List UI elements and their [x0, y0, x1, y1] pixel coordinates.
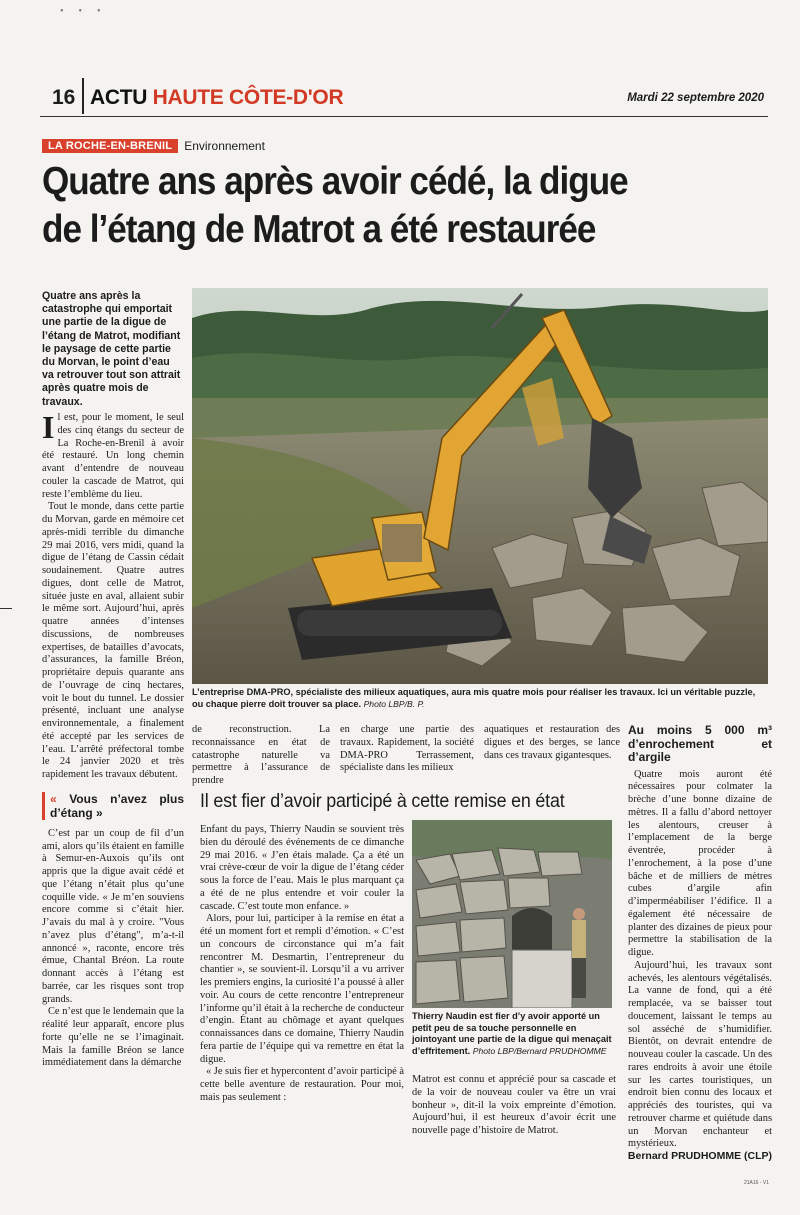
article-lead: Quatre ans après la catastrophe qui emportait une partie de la digue de l’étang de Matrot, modifiant le paysage de cette partie du Morvan, le point d’eau va retrouver tout son attrait après quatre mois de travaux. — [42, 290, 181, 408]
photo-credit: Photo LBP/B. P. — [363, 698, 425, 709]
headline-line-2: de l’étang de Matrot a été restaurée — [42, 208, 596, 251]
sidebar-paragraph-1: Quatre mois auront été nécessaires pour colmater la brèche d’une bonne dizaine de mètres. Il a fallu d’abord nettoyer les alentours, creuser à l’emplacement de la berge éventrée, procéder à l’enrochement, à la pose d’une bâche et de milliers de mètres cubes d’argile afin d’imperméabiliser l’édifice. Il a également été nécessaire de planter des dizaines de pieux pour permettre la stabilisation de la digue. — [628, 768, 772, 958]
sidebar-title: Au moins 5 000 m³ d’enrochement et d’argile — [628, 723, 772, 764]
page-number: 16 — [52, 86, 76, 109]
photo-caption-text: L’entreprise DMA-PRO, spécialiste des milieux aquatiques, aura mis quatre mois pour réaliser les travaux. Ici un véritable puzzle, ou chaque pierre doit trouver sa place. — [192, 687, 756, 709]
sidebar-paragraph-2: Aujourd’hui, les travaux sont achevés, les alentours végétalisés. La vanne de fond, qui a été remplacée, va se baisser tout doucement, laissant le temps au sol asséché de s’humidifier. Bientôt, on devrait entendre de nouveau couler la cascade. Un des rares endroits à avoir une étoile sur les cartes touristiques, un endroit bien connu des locaux et appréciés des touristes, qui va retrouver charme et quiétude dans un Morvan enchanteur et mystérieux. — [628, 959, 772, 1150]
worker-photo — [412, 820, 612, 1008]
page-header — [40, 78, 768, 114]
issue-date: Mardi 22 septembre 2020 — [627, 92, 764, 104]
article-column-2 — [192, 724, 330, 788]
article-kicker — [42, 138, 265, 154]
column-1-paragraph-3: C’est par un coup de fil d’un ami, alors qu’ils étaient en famille à Semur-en-Auxois qu’ils ont appris que la digue avait cédé et que l’étang n’était plus qu’une coquille vide. « Je m’en souviens encore comme si c’était hier. J’avais du mal à y croire. "Vous n’avez plus d’étang", m’a-t-il annoncé », raconte, encore très émue, Chantal Bréon. La route donnant accès à l’étang est barrée, car les risques sont trop grands. — [42, 827, 184, 1005]
worker-photo-illustration — [412, 820, 612, 1008]
sidebar-column — [628, 724, 772, 1151]
decorative-dots: • • • — [60, 6, 101, 17]
section-label: ACTU — [90, 86, 148, 109]
article-column-4 — [484, 724, 620, 762]
box-paragraph-1: Enfant du pays, Thierry Naudin se souvient très bien du déroulé des événements de ce dimanche 29 mai 2016. « J’en étais malade. Ça a été un vrai crève-cœur de voir la digue de l’étang céder sous la force de l’eau. Mais le plus marquant ça a été de ne plus entendre et voir couler la cascade. C’est toute mon enfance. » — [200, 824, 404, 912]
drop-cap: I — [42, 409, 55, 445]
column-1-paragraph-4: Ce n’est que le lendemain que la réalité leur apparaît, encore plus forte qu’elle ne se l’imaginait. Mais la famille Bréon se lance immédiatement dans la démarche — [42, 1006, 184, 1069]
article-column-1 — [42, 409, 184, 1070]
worker-photo-caption — [412, 1011, 616, 1057]
headline-line-1: Quatre ans après avoir cédé, la digue — [42, 160, 628, 203]
quote-mark-icon: « — [50, 791, 70, 806]
box-title: Il est fier d’avoir participé à cette remise en état — [200, 791, 565, 812]
excavator-photo — [192, 288, 768, 684]
section-title — [90, 86, 343, 110]
region-label: HAUTE CÔTE-D'OR — [152, 86, 344, 109]
article-column-3 — [340, 724, 474, 775]
column-2-text: de reconstruction. La reconnaissance en état de catastrophe naturelle va permettre à l’assurance de prendre — [192, 724, 330, 786]
column-1-paragraph-1-text: l est, pour le moment, le seul des cinq étangs du secteur de La Roche-en-Brenil à avoir été restauré. Un long chemin avant d’entendre de nouveau couler la cascade de Matrot, qui reste l’emblème du lieu. — [42, 412, 184, 500]
footer-code: 21A16 - V1 — [744, 1180, 770, 1186]
header-rule — [40, 116, 768, 117]
box-column-a — [200, 824, 404, 1105]
margin-tick — [0, 608, 12, 609]
photo-caption — [192, 687, 768, 710]
rubric-label: Environnement — [184, 139, 265, 153]
column-3-text: en charge une partie des travaux. Rapidement, la société DMA-PRO Terrassement, spécialiste dans les milieux — [340, 724, 474, 774]
box-column-b-text: Matrot est connu et apprécié pour sa cascade et de la voir de nouveau couler va être un vrai bonheur », dit-il la voix empreinte d’émotion. Aujourd’hui, il est heureux d’avoir écrit une nouvelle page d’histoire de Matrot. — [412, 1074, 616, 1136]
box-column-b — [412, 1074, 616, 1138]
subheading-text: Vous n’avez plus d’étang — [50, 791, 184, 820]
column-1-paragraph-1 — [42, 409, 184, 501]
quote-close: » — [92, 805, 103, 820]
column-4-text: aquatiques et restauration des digues et des berges, se lance dans ces travaux gigantesques. — [484, 724, 620, 761]
worker-photo-credit: Photo LBP/Bernard PRUDHOMME — [472, 1045, 607, 1056]
worker-caption-text: Thierry Naudin est fier d’y avoir apporté un petit peu de sa touche personnelle en jointoyant une partie de la digue qui menaçait d’effritement. — [412, 1011, 612, 1056]
box-paragraph-3: « Je suis fier et hypercontent d’avoir participé à cette belle aventure de restauration. Pour moi, mais pas seulement : — [200, 1066, 404, 1103]
author-signature: Bernard PRUDHOMME (CLP) — [627, 1150, 772, 1162]
subheading-quote — [42, 792, 184, 820]
excavator-photo-illustration — [192, 288, 768, 684]
box-paragraph-2: Alors, pour lui, participer à la remise en état a été un moment fort et rempli d’émotion. « C’est un concours de circonstance qui m’a fait rencontrer M. Desmartin, l’entrepreneur du chantier », se souvient-il. Lorsqu’il a vu arriver les premiers engins, la curiosité l’a poussé à aller voir. Au cours de cette rencontre l’entrepreneur l’informe qu’il était à la recherche de conducteur d’engin. Étant au chômage et ayant quelques connaissances dans ce domaine, Thierry Naudin fera partie de l’équipe qui va remettre en état la digue. — [200, 913, 404, 1065]
column-1-paragraph-2: Tout le monde, dans cette partie du Morvan, garde en mémoire cet après-midi terrible du dimanche 29 mai 2016, vers midi, quand la digue de l’étang de Cassin cédait soudainement. Quatre autres digues, dont celle de Matrot, située juste en aval, allaient subir le même sort. Aujourd’hui, après quatre années d’intenses discussions, de nombreuses expertises, de batailles d’avocats, d’assurances, la famille Bréon, propriétaire depuis quarante ans de l’ouvrage de cinq hectares, voit le bout du tunnel. Le dossier présenté, incluant une analyse environnementale, a finalement été accepté par les services de l’eau. L’arrêté préfectoral tombe le 24 janvier 2020 et très rapidement les travaux débutent. — [42, 501, 184, 780]
header-divider — [82, 78, 84, 114]
article-headline — [42, 158, 771, 254]
location-badge: LA ROCHE-EN-BRENIL — [42, 139, 178, 153]
